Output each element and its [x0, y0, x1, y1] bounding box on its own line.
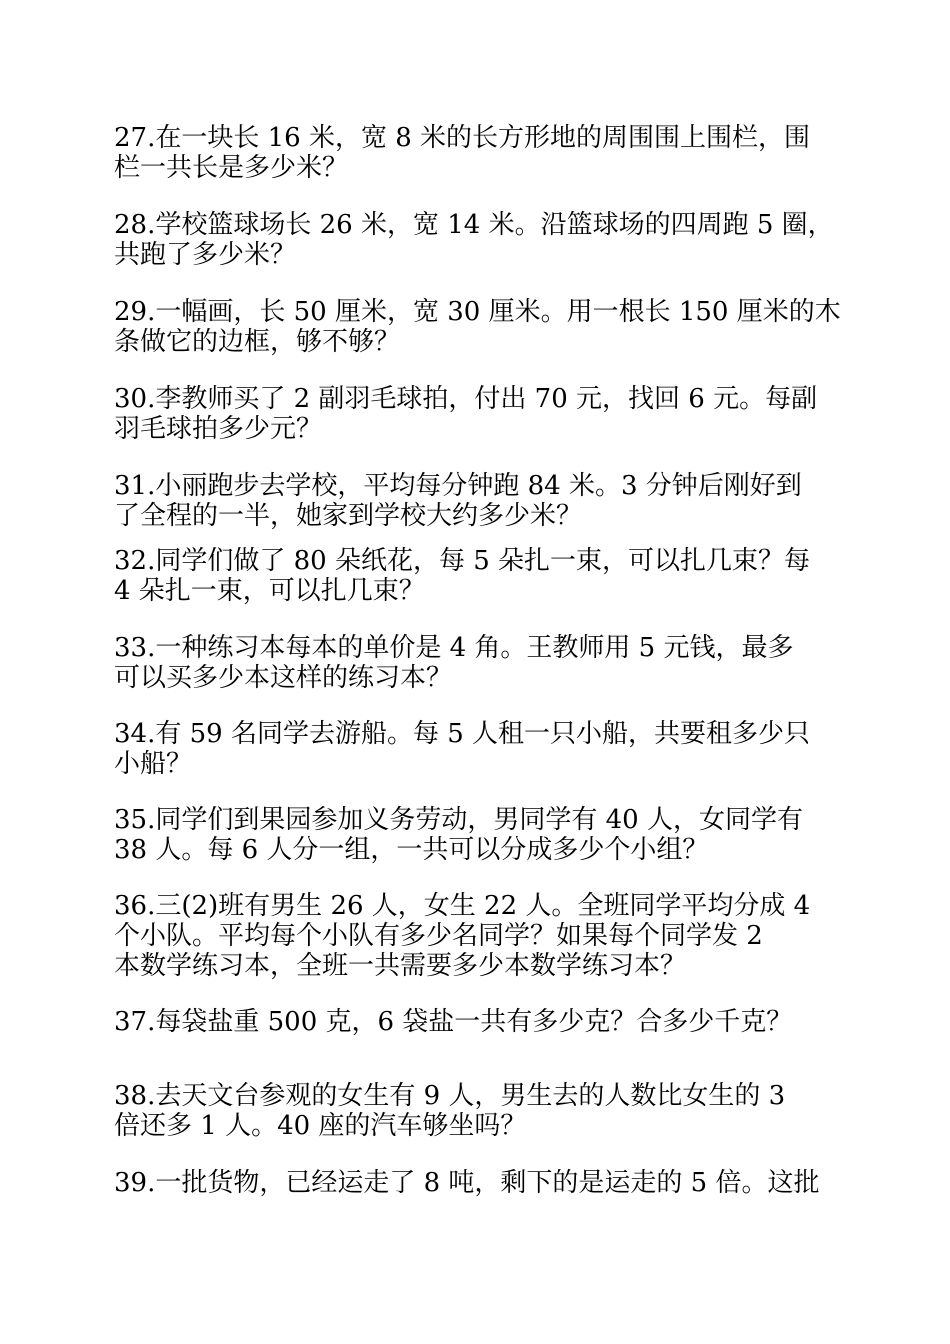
problem-34 [114, 719, 844, 779]
problem-line: 37.每袋盐重 500 克，6 袋盐一共有多少克？合多少千克？ [114, 1007, 793, 1037]
problem-line: 29.一幅画，长 50 厘米，宽 30 厘米。用一根长 150 厘米的木 [114, 297, 841, 327]
problem-line: 39.一批货物，已经运走了 8 吨，剩下的是运走的 5 倍。这批 [114, 1168, 820, 1198]
problem-37 [114, 1007, 844, 1037]
problem-line: 4 朵扎一束，可以扎几束？ [114, 576, 425, 606]
problem-line: 35.同学们到果园参加义务劳动，男同学有 40 人，女同学有 [114, 805, 803, 835]
problem-27 [114, 123, 844, 183]
problem-line: 条做它的边框，够不够？ [114, 327, 401, 357]
problem-31 [114, 471, 844, 531]
problem-line: 小船？ [114, 749, 193, 779]
problem-39 [114, 1168, 844, 1198]
problem-line: 了全程的一半，她家到学校大约多少米？ [114, 501, 583, 531]
problem-line: 共跑了多少米？ [114, 240, 297, 270]
problem-line: 36.三(2)班有男生 26 人，女生 22 人。全班同学平均分成 4 [114, 891, 811, 921]
problem-28 [114, 210, 844, 270]
problem-line: 倍还多 1 人。40 座的汽车够坐吗？ [114, 1111, 527, 1141]
problem-line: 可以买多少本这样的练习本？ [114, 663, 453, 693]
problem-38 [114, 1081, 844, 1141]
problem-line: 32.同学们做了 80 朵纸花，每 5 朵扎一束，可以扎几束？每 [114, 546, 811, 576]
problem-35 [114, 805, 844, 865]
problem-line: 38.去天文台参观的女生有 9 人，男生去的人数比女生的 3 [114, 1081, 786, 1111]
problem-30 [114, 384, 844, 444]
problem-line: 本数学练习本，全班一共需要多少本数学练习本？ [114, 951, 687, 981]
problem-line: 27.在一块长 16 米，宽 8 米的长方形地的周围围上围栏，围 [114, 123, 811, 153]
problem-line: 31.小丽跑步去学校，平均每分钟跑 84 米。3 分钟后刚好到 [114, 471, 802, 501]
problem-33 [114, 633, 844, 693]
problem-line: 34.有 59 名同学去游船。每 5 人租一只小船，共要租多少只 [114, 719, 811, 749]
problem-line: 33.一种练习本每本的单价是 4 角。王教师用 5 元钱，最多 [114, 633, 794, 663]
problem-36 [114, 891, 844, 981]
problem-line: 个小队。平均每个小队有多少名同学？如果每个同学发 2 [114, 921, 763, 951]
problem-29 [114, 297, 844, 357]
problem-line: 栏一共长是多少米？ [114, 153, 349, 183]
problem-line: 羽毛球拍多少元？ [114, 414, 323, 444]
problem-32 [114, 546, 844, 606]
problem-line: 28.学校篮球场长 26 米，宽 14 米。沿篮球场的四周跑 5 圈， [114, 210, 834, 240]
problem-line: 30.李教师买了 2 副羽毛球拍，付出 70 元，找回 6 元。每副 [114, 384, 818, 414]
problem-line: 38 人。每 6 人分一组，一共可以分成多少个小组？ [114, 835, 709, 865]
